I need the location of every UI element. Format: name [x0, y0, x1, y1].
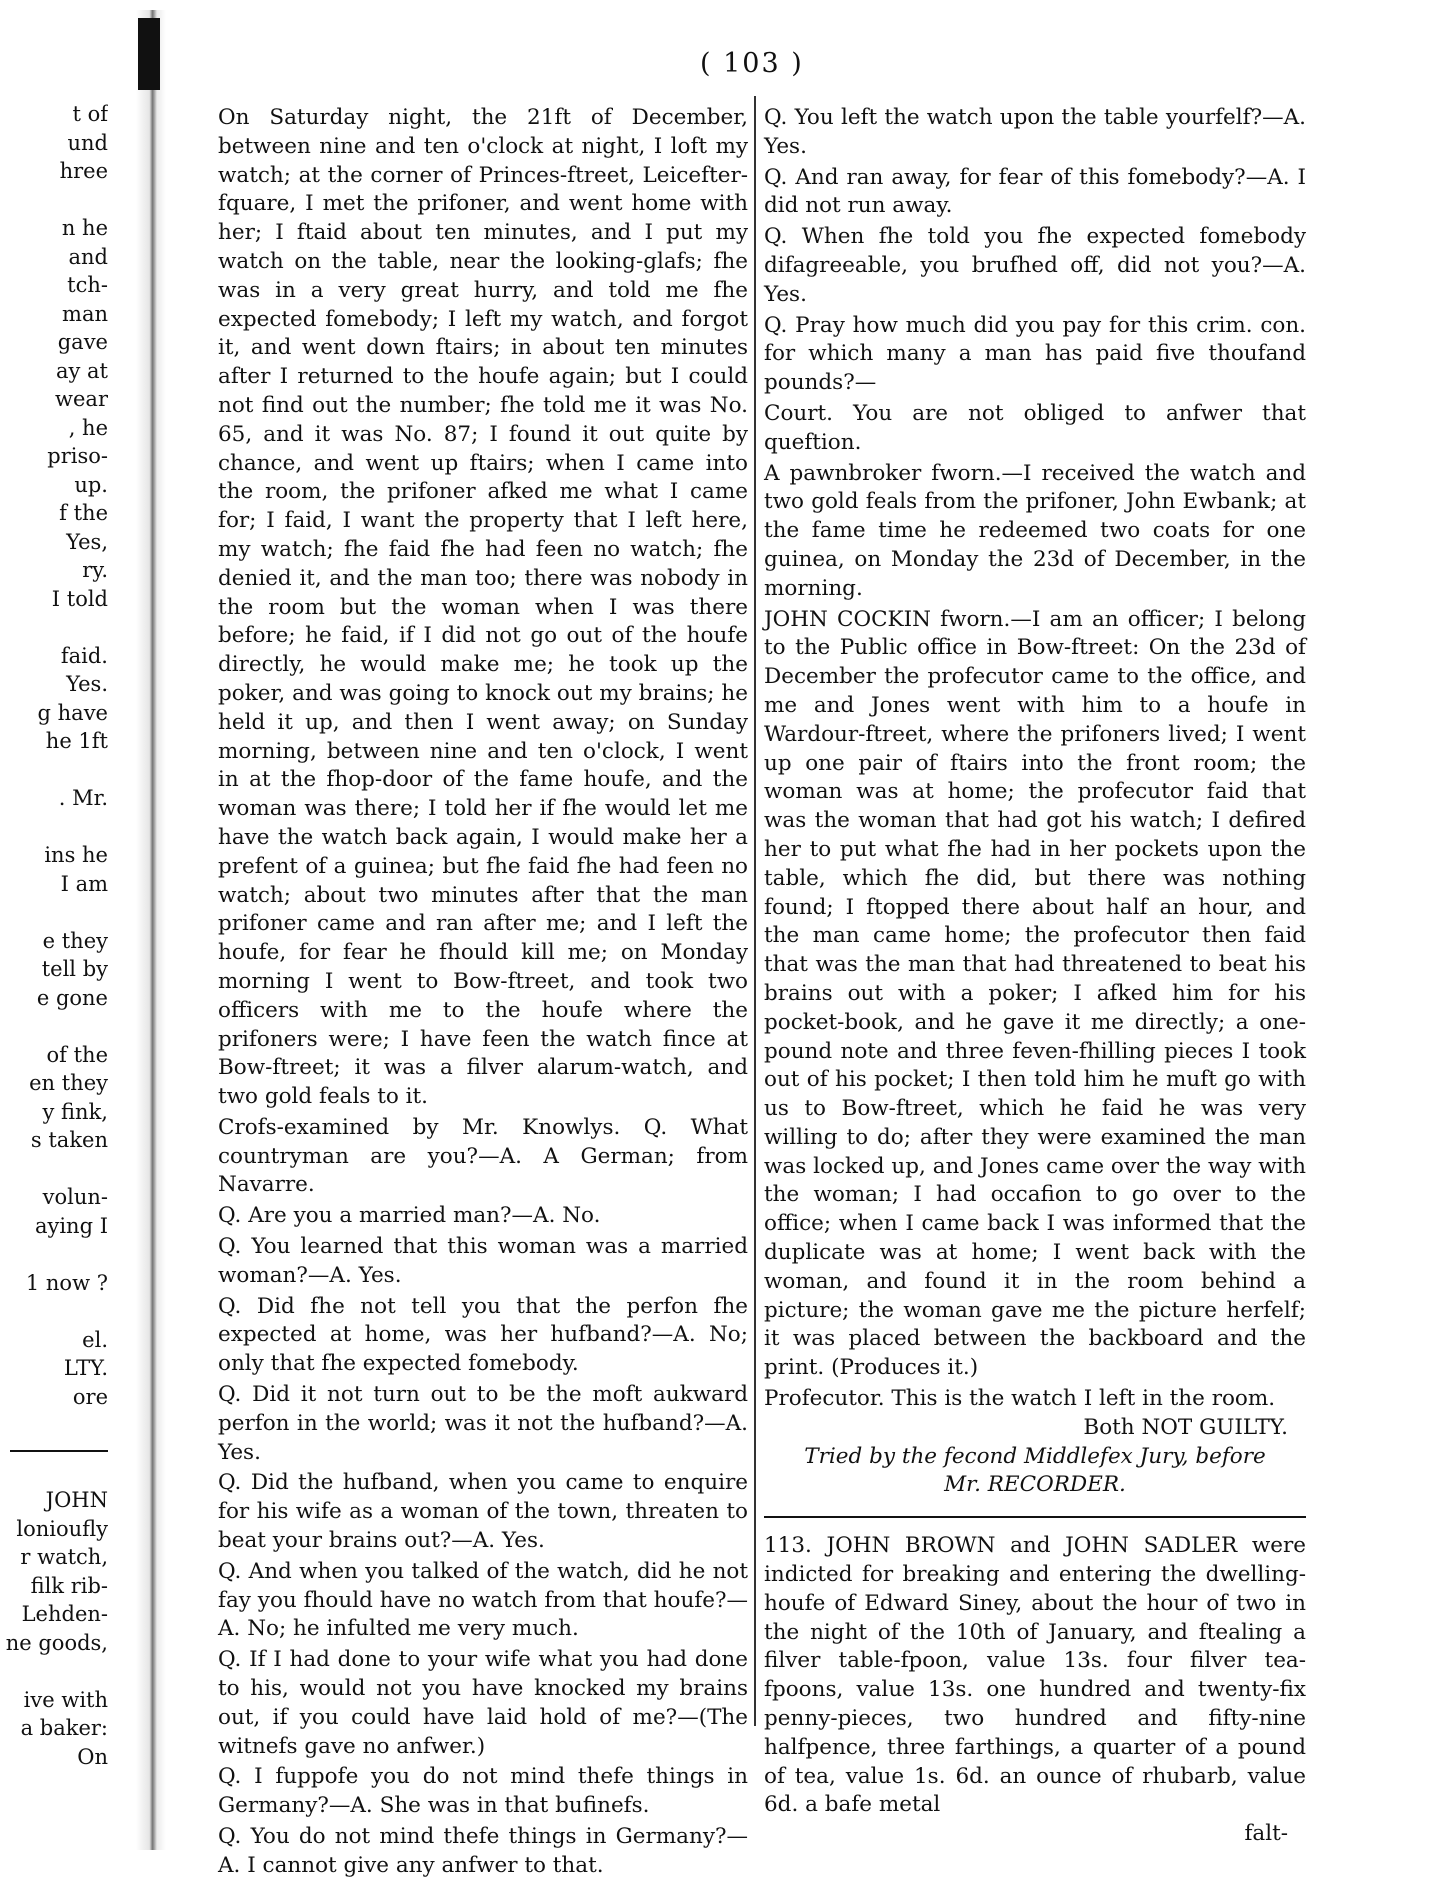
question-answer: Q. Did the hufband, when you came to enquire for his wife as a woman of the town, threaten to beat your brains out?—A. Yes. — [218, 1470, 748, 1554]
fragment-line: and — [68, 244, 108, 269]
fragment-line: On — [77, 1744, 108, 1769]
page-number: ( 103 ) — [700, 48, 804, 79]
tried-by-judge: Mr. RECORDER. — [944, 1472, 1126, 1498]
column-divider — [754, 96, 756, 1726]
new-case-entry: 113. JOHN BROWN and JOHN SADLER were indicted for breaking and entering the dwelling-houfe of Edward Siney, about the hour of two in the night of the 10th of January, and ftealing a filver table-fpoon, value 13s. four filver tea-fpoons, value 13s. one hundred and twenty-fix penny-pieces, two hundred and fifty-nine halfpence, three farthings, a quarter of a pound of tea, value 1s. 6d. an ounce of rhubarb, value 6d. a bafe metal — [764, 1533, 1306, 1818]
fragment-line: LTY. — [63, 1356, 108, 1380]
fragment-line — [0, 756, 108, 785]
fragment-line: Yes. — [66, 672, 108, 696]
fragment-line: of the — [46, 1042, 108, 1067]
binding-mark — [138, 18, 160, 90]
prosecutor-testimony: On Saturday night, the 21ft of December, between nine and ten o'clock at night, I loft my watch; at the corner of Princes-ftreet, Leicefter-fquare, I met the prifoner, and went home with her; I ftaid about ten minutes, and I put my watch on the table, near the looking-glafs; fhe was in a very great hurry, and told me fhe expected fomebody; I left my watch, and forgot it, and went down ftairs; in about ten minutes after I returned to the houfe again; but I could not find out the number; fhe told me it was No. 65, and it was No. 87; I found it out quite by chance, and went up ftairs; when I came into the room, the prifoner afked me what I came for; I faid, I want the property that I left here, my watch; fhe faid fhe had feen no watch; fhe denied it, and the man too; there was nobody in the room but the woman when I was there before; he faid, if I did not go out of the houfe directly, he would make me; he took up the poker, and was going to knock out my brains; he held it up, and then I went away; on Sunday morning, between nine and ten o'clock, I went in at the fhop-door of the fame houfe, and the woman was there; I told her if fhe would let me have the watch back again, I would make her a prefent of a guinea; but fhe faid fhe had feen no watch; about two minutes after that the man prifoner came and ran after me; and I left the houfe, for fear he fhould kill me; on Monday morning I went to Bow-ftreet, and took two officers with me to the houfe where the prifoners were; I have feen the watch fince at Bow-ftreet; it was a filver alarum-watch, and two gold feals to it. — [218, 105, 748, 1110]
fragment-line — [0, 1657, 108, 1686]
fragment-line: ive with — [23, 1687, 108, 1712]
fragment-line — [0, 1012, 108, 1041]
fragment-line: , he — [68, 415, 108, 440]
fragment-line — [0, 1458, 108, 1487]
fragment-line: I told — [51, 586, 108, 611]
previous-page-fragment-column — [0, 100, 108, 1771]
fragment-line: und — [67, 130, 108, 155]
fragment-line: wear — [55, 387, 108, 411]
fragment-line: g have — [37, 700, 108, 725]
fragment-rule — [10, 1450, 108, 1452]
fragment-line: r watch, — [20, 1545, 108, 1569]
fragment-line: ne goods, — [5, 1630, 108, 1655]
catchword: falt- — [1244, 1821, 1288, 1847]
fragment-line: Yes, — [66, 529, 108, 554]
fragment-line — [0, 613, 108, 642]
fragment-line — [0, 1411, 108, 1440]
question-answer: Q. You learned that this woman was a married woman?—A. Yes. — [218, 1234, 748, 1288]
fragment-line: s taken — [30, 1128, 108, 1152]
question-answer: Q. I fuppofe you do not mind thefe things in Germany?—A. She was in that bufinefs. — [218, 1764, 748, 1819]
question-answer: Q. When fhe told you fhe expected fomebody difagreeable, you brufhed off, did not you?—A. Yes. — [764, 224, 1306, 307]
fragment-line: el. — [82, 1327, 108, 1352]
fragment-line: Lehden- — [21, 1602, 108, 1626]
fragment-line: ins he — [44, 843, 108, 867]
fragment-line: tell by — [41, 957, 108, 981]
fragment-line: tch- — [67, 273, 108, 297]
fragment-line — [0, 813, 108, 842]
officer-testimony: JOHN COCKIN fworn.—I am an officer; I belong to the Public office in Bow-ftreet: On the 23d of December the profecutor came to the office, and me and Jones went with him to a houfe in Wardour-ftreet, where the prifoners lived; I went up one pair of ftairs into the front room; the woman was at home; the profecutor faid that was the woman that had got his watch; I defired her to put what fhe had in her pockets upon the table, which fhe did, but there was nothing found; I ftopped there about half an hour, and the man came home; the profecutor then faid that was the man that had threatened to beat his brains out with a poker; I afked him for his pocket-book, and he gave it me directly; a one-pound note and three feven-fhilling pieces I took out of his pocket; I then told him he muft go with us to Bow-ftreet, which he faid he was very willing to do; after they were examined the man was locked up, and Jones came over the way with the woman; I had occafion to go over to the office; when I came back I was informed that the duplicate was at home; I went back with the woman, and found it in the room behind a picture; the woman gave me the picture herfelf; it was placed between the backboard and the print. (Produces it.) — [764, 606, 1306, 1381]
left-text-column — [218, 104, 748, 1881]
fragment-line — [0, 1297, 108, 1326]
fragment-line: e gone — [36, 985, 108, 1010]
verdict: Both NOT GUILTY. — [1083, 1414, 1288, 1440]
question-answer: Q. Pray how much did you pay for this crim. con. for which many a man has paid five thoufand pounds?— — [764, 312, 1306, 396]
question-answer: Q. You left the watch upon the table yourfelf?—A. Yes. — [764, 105, 1306, 159]
section-rule — [764, 1516, 1306, 1518]
fragment-line: up. — [74, 472, 108, 497]
fragment-line: priso- — [47, 444, 108, 468]
fragment-line: e they — [42, 928, 108, 953]
fragment-line: y fink, — [42, 1099, 108, 1124]
fragment-line: ore — [72, 1384, 108, 1409]
question-answer: Q. And when you talked of the watch, did he not fay you fhould have no watch from that houfe?—A. No; he infulted me very much. — [218, 1558, 748, 1642]
fragment-line: lonioufly — [16, 1516, 108, 1541]
fragment-line: 1 now ? — [25, 1270, 108, 1295]
fragment-line: ry. — [82, 558, 108, 582]
question-answer: Q. Did it not turn out to be the moft aukward perfon in the world; was it not the hufband?—A. Yes. — [218, 1382, 748, 1465]
fragment-line — [0, 1240, 108, 1269]
fragment-line: JOHN — [45, 1488, 108, 1512]
fragment-line: ay at — [55, 358, 108, 383]
fragment-line: filk rib- — [30, 1573, 108, 1598]
fragment-line: man — [62, 301, 108, 326]
cross-examination-intro: Crofs-examined by Mr. Knowlys. Q. What countryman are you?—A. A German; from Navarre. — [218, 1114, 748, 1198]
fragment-line: aying I — [34, 1213, 108, 1238]
right-text-column — [764, 104, 1306, 1849]
fragment-line: f the — [59, 501, 108, 525]
fragment-line: he 1ft — [45, 729, 108, 753]
fragment-line: I am — [60, 871, 108, 896]
fragment-line: en they — [29, 1071, 108, 1095]
fragment-line: n he — [61, 216, 108, 240]
fragment-line — [0, 1155, 108, 1184]
question-answer: Q. If I had done to your wife what you had done to his, would not you have knocked my brains out, if you could have laid hold of me?—(The witnefs gave no anfwer.) — [218, 1647, 748, 1759]
fragment-line: . Mr. — [58, 786, 108, 810]
fragment-line: t of — [72, 102, 108, 126]
fragment-line: faid. — [60, 643, 108, 668]
question-answer: Q. Did fhe not tell you that the perfon fhe expected at home, was her hufband?—A. No; only that fhe expected fomebody. — [218, 1293, 748, 1377]
fragment-line: gave — [57, 330, 108, 354]
prosecutor-statement: Profecutor. This is the watch I left in the room. — [764, 1386, 1276, 1412]
court-remark: Court. You are not obliged to anfwer that queftion. — [764, 400, 1306, 455]
fragment-line — [0, 898, 108, 927]
question-answer: Q. You do not mind thefe things in Germany?—A. I cannot give any anfwer to that. — [218, 1824, 748, 1878]
fragment-line: volun- — [42, 1185, 108, 1209]
fragment-line: hree — [59, 159, 108, 183]
fragment-line: a baker: — [20, 1716, 108, 1740]
question-answer: Q. And ran away, for fear of this fomebody?—A. I did not run away. — [764, 164, 1306, 219]
fragment-line — [0, 186, 108, 215]
pawnbroker-testimony: A pawnbroker fworn.—I received the watch and two gold feals from the prifoner, John Ewbank; at the fame time he redeemed two coats for one guinea, on Monday the 23d of December, in the morning. — [764, 460, 1306, 601]
book-binding-gutter — [136, 10, 166, 1850]
tried-by-line: Tried by the fecond Middlefex Jury, before — [804, 1443, 1266, 1469]
question-answer: Q. Are you a married man?—A. No. — [218, 1203, 601, 1229]
